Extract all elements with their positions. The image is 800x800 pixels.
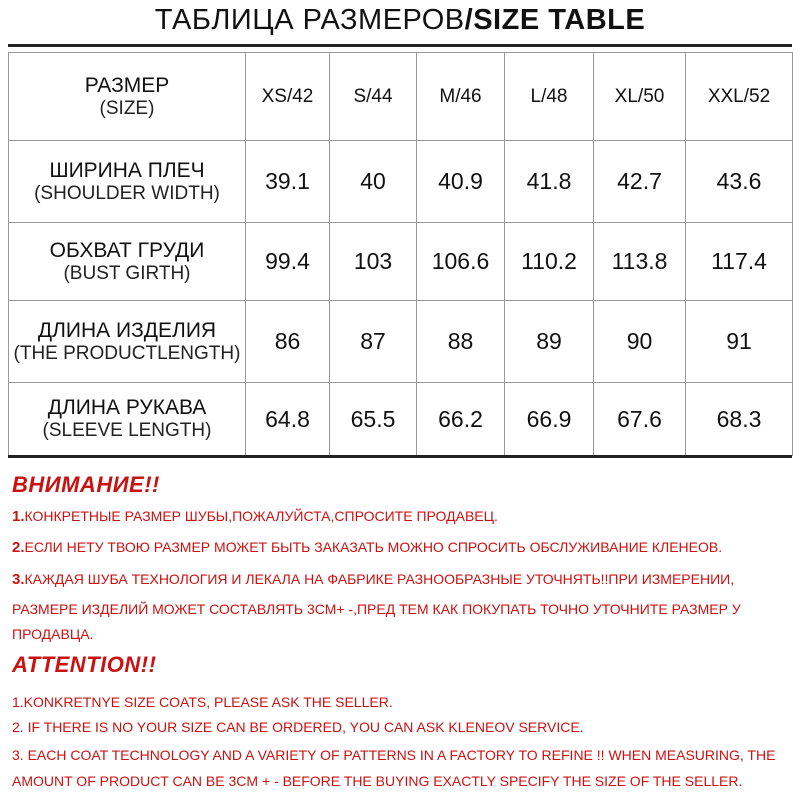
value-cell: 110.2 (505, 223, 594, 301)
value-cell: 113.8 (594, 223, 686, 301)
row-label-cell (9, 301, 246, 383)
size-col-header: L/48 (505, 53, 594, 141)
row-label-cell (9, 223, 246, 301)
value-cell: 89 (505, 301, 594, 383)
title-en: /SIZE TABLE (464, 4, 646, 36)
value-cell: 91 (686, 301, 793, 383)
notice-ru-item-1 (12, 508, 797, 525)
row-label-ru: ШИРИНА ПЛЕЧ (49, 158, 205, 182)
value-cell: 41.8 (505, 141, 594, 223)
size-label-ru: РАЗМЕР (84, 73, 170, 97)
title-ru: ТАБЛИЦА РАЗМЕРОВ (154, 4, 465, 36)
notice-number: 2. (12, 539, 25, 556)
value-cell: 64.8 (246, 383, 330, 456)
notice-en-line: AMOUNT OF PRODUCT CAN BE 3CM + - BEFORE THE BUYING EXACTLY SPECIFY THE SIZE OF THE SELLER. (12, 773, 743, 789)
row-label-en: (BUST GIRTH) (63, 262, 191, 284)
notice-en-line: 2. IF THERE IS NO YOUR SIZE CAN BE ORDERED, YOU CAN ASK KLENEOV SERVICE. (12, 719, 584, 735)
value-cell: 42.7 (594, 141, 686, 223)
value-cell: 99.4 (246, 223, 330, 301)
row-label-ru: ДЛИНА РУКАВА (47, 396, 207, 419)
value-cell: 66.9 (505, 383, 594, 456)
table-row (9, 141, 793, 223)
value-cell: 106.6 (417, 223, 505, 301)
value-cell: 65.5 (330, 383, 417, 456)
size-col-header: XXL/52 (686, 53, 793, 141)
size-header-cell (9, 53, 246, 141)
notice-en-line: 3. EACH COAT TECHNOLOGY AND A VARIETY OF PATTERNS IN A FACTORY TO REFINE !! WHEN MEASURING, THE (12, 747, 776, 763)
table-bottom-divider (8, 455, 792, 458)
size-col-header: M/46 (417, 53, 505, 141)
notice-heading-en: ATTENTION!! (12, 652, 157, 677)
notice-en-line: 1.KONKRETNYE SIZE COATS, PLEASE ASK THE SELLER. (12, 694, 393, 710)
notice-ru-item-2 (12, 539, 797, 556)
size-label-en: (SIZE) (99, 97, 155, 119)
notice-text: КОНКРЕТНЫЕ РАЗМЕР ШУБЫ,ПОЖАЛУЙСТА,СПРОСИТЕ ПРОДАВЕЦ. (24, 508, 498, 524)
row-label-en: (SLEEVE LENGTH) (42, 420, 212, 441)
title-divider (8, 44, 792, 47)
row-label-ru: ОБХВАТ ГРУДИ (49, 238, 205, 262)
notice-ru-item-3 (12, 571, 797, 588)
row-label-cell (9, 141, 246, 223)
table-row (9, 223, 793, 301)
value-cell: 43.6 (686, 141, 793, 223)
row-label-cell (9, 383, 246, 456)
notice-number: 3. (12, 571, 25, 588)
table-row (9, 301, 793, 383)
value-cell: 67.6 (594, 383, 686, 456)
value-cell: 88 (417, 301, 505, 383)
value-cell: 40 (330, 141, 417, 223)
value-cell: 40.9 (417, 141, 505, 223)
notice-ru-item-3-cont: РАЗМЕРЕ ИЗДЕЛИЙ МОЖЕТ СОСТАВЛЯТЬ 3СМ+ -,ПРЕД ТЕМ КАК ПОКУПАТЬ ТОЧНО УТОЧНИТЕ РАЗМЕР У (12, 601, 741, 617)
notice-heading-ru: ВНИМАНИЕ!! (12, 472, 160, 497)
notice-text: ЕСЛИ НЕТУ ТВОЮ РАЗМЕР МОЖЕТ БЫТЬ ЗАКАЗАТЬ МОЖНО СПРОСИТЬ ОБСЛУЖИВАНИЕ КЛЕНЕОВ. (24, 539, 723, 555)
row-label-ru: ДЛИНА ИЗДЕЛИЯ (37, 318, 217, 342)
notice-number: 1. (12, 508, 25, 525)
value-cell: 90 (594, 301, 686, 383)
size-table (8, 52, 793, 456)
value-cell: 68.3 (686, 383, 793, 456)
row-label-en: (SHOULDER WIDTH) (34, 182, 220, 204)
value-cell: 117.4 (686, 223, 793, 301)
table-header-row (9, 53, 793, 141)
size-col-header: XS/42 (246, 53, 330, 141)
value-cell: 66.2 (417, 383, 505, 456)
row-label-en: (THE PRODUCTLENGTH) (13, 342, 241, 364)
size-col-header: S/44 (330, 53, 417, 141)
value-cell: 87 (330, 301, 417, 383)
table-row (9, 383, 793, 456)
notice-ru-item-3-cont: ПРОДАВЦА. (12, 626, 94, 642)
notice-text: КАЖДАЯ ШУБА ТЕХНОЛОГИЯ И ЛЕКАЛА НА ФАБРИКЕ РАЗНООБРАЗНЫЕ УТОЧНЯТЬ!!ПРИ ИЗМЕРЕНИИ, (24, 571, 735, 587)
value-cell: 103 (330, 223, 417, 301)
value-cell: 39.1 (246, 141, 330, 223)
size-col-header: XL/50 (594, 53, 686, 141)
page-title (0, 4, 800, 37)
value-cell: 86 (246, 301, 330, 383)
